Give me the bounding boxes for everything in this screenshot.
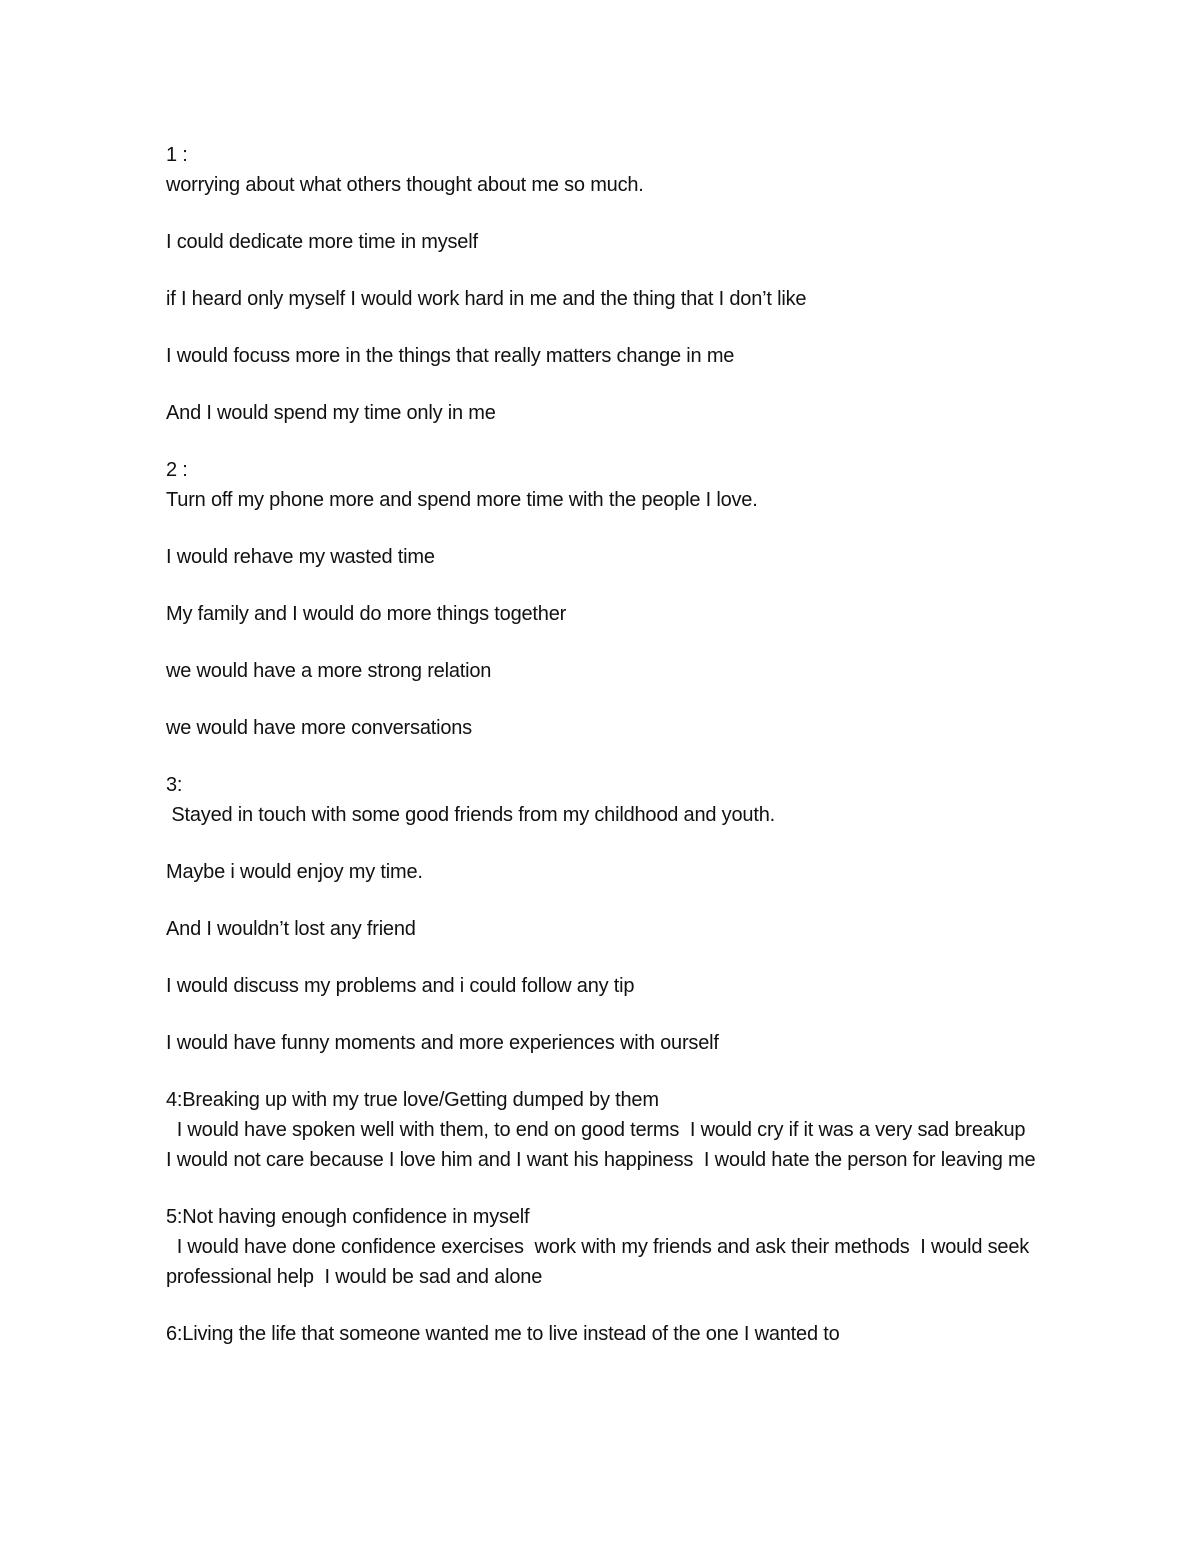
section-4-heading: 4:Breaking up with my true love/Getting dumped by them	[166, 1089, 659, 1111]
section-5-heading: 5:Not having enough confidence in myself	[166, 1206, 530, 1228]
section-3-heading: 3:	[166, 774, 183, 796]
section-2-line-4: we would have a more strong relation	[166, 660, 492, 682]
section-2-line-3: My family and I would do more things together	[166, 603, 567, 625]
section-2-line-5: we would have more conversations	[166, 717, 472, 739]
section-1-heading: 1 :	[166, 144, 188, 166]
section-2-heading: 2 :	[166, 459, 188, 481]
section-3-line-1: Stayed in touch with some good friends from my childhood and youth.	[166, 804, 775, 826]
section-3-line-5: I would have funny moments and more experiences with ourself	[166, 1032, 719, 1054]
section-3-line-2: Maybe i would enjoy my time.	[166, 861, 423, 883]
section-6-heading: 6:Living the life that someone wanted me to live instead of the one I wanted to	[166, 1323, 840, 1345]
section-4-paragraph: I would have spoken well with them, to end on good terms I would cry if it was a very sad breakup I would not care because I love him and I want his happiness I would hate the person for leaving me	[166, 1119, 1037, 1171]
section-1-line-2: I could dedicate more time in myself	[166, 231, 478, 253]
document-body	[166, 140, 1036, 1349]
section-1-line-5: And I would spend my time only in me	[166, 402, 496, 424]
section-1-line-4: I would focuss more in the things that really matters change in me	[166, 345, 735, 367]
section-3-line-3: And I wouldn’t lost any friend	[166, 918, 416, 940]
section-1-line-3: if I heard only myself I would work hard in me and the thing that I don’t like	[166, 288, 807, 310]
section-3-line-4: I would discuss my problems and i could follow any tip	[166, 975, 635, 997]
section-2-line-2: I would rehave my wasted time	[166, 546, 435, 568]
section-1-line-1: worrying about what others thought about me so much.	[166, 174, 644, 196]
section-2-line-1: Turn off my phone more and spend more time with the people I love.	[166, 489, 758, 511]
section-5-paragraph: I would have done confidence exercises work with my friends and ask their methods I would seek professional help I would be sad and alone	[166, 1236, 1035, 1288]
